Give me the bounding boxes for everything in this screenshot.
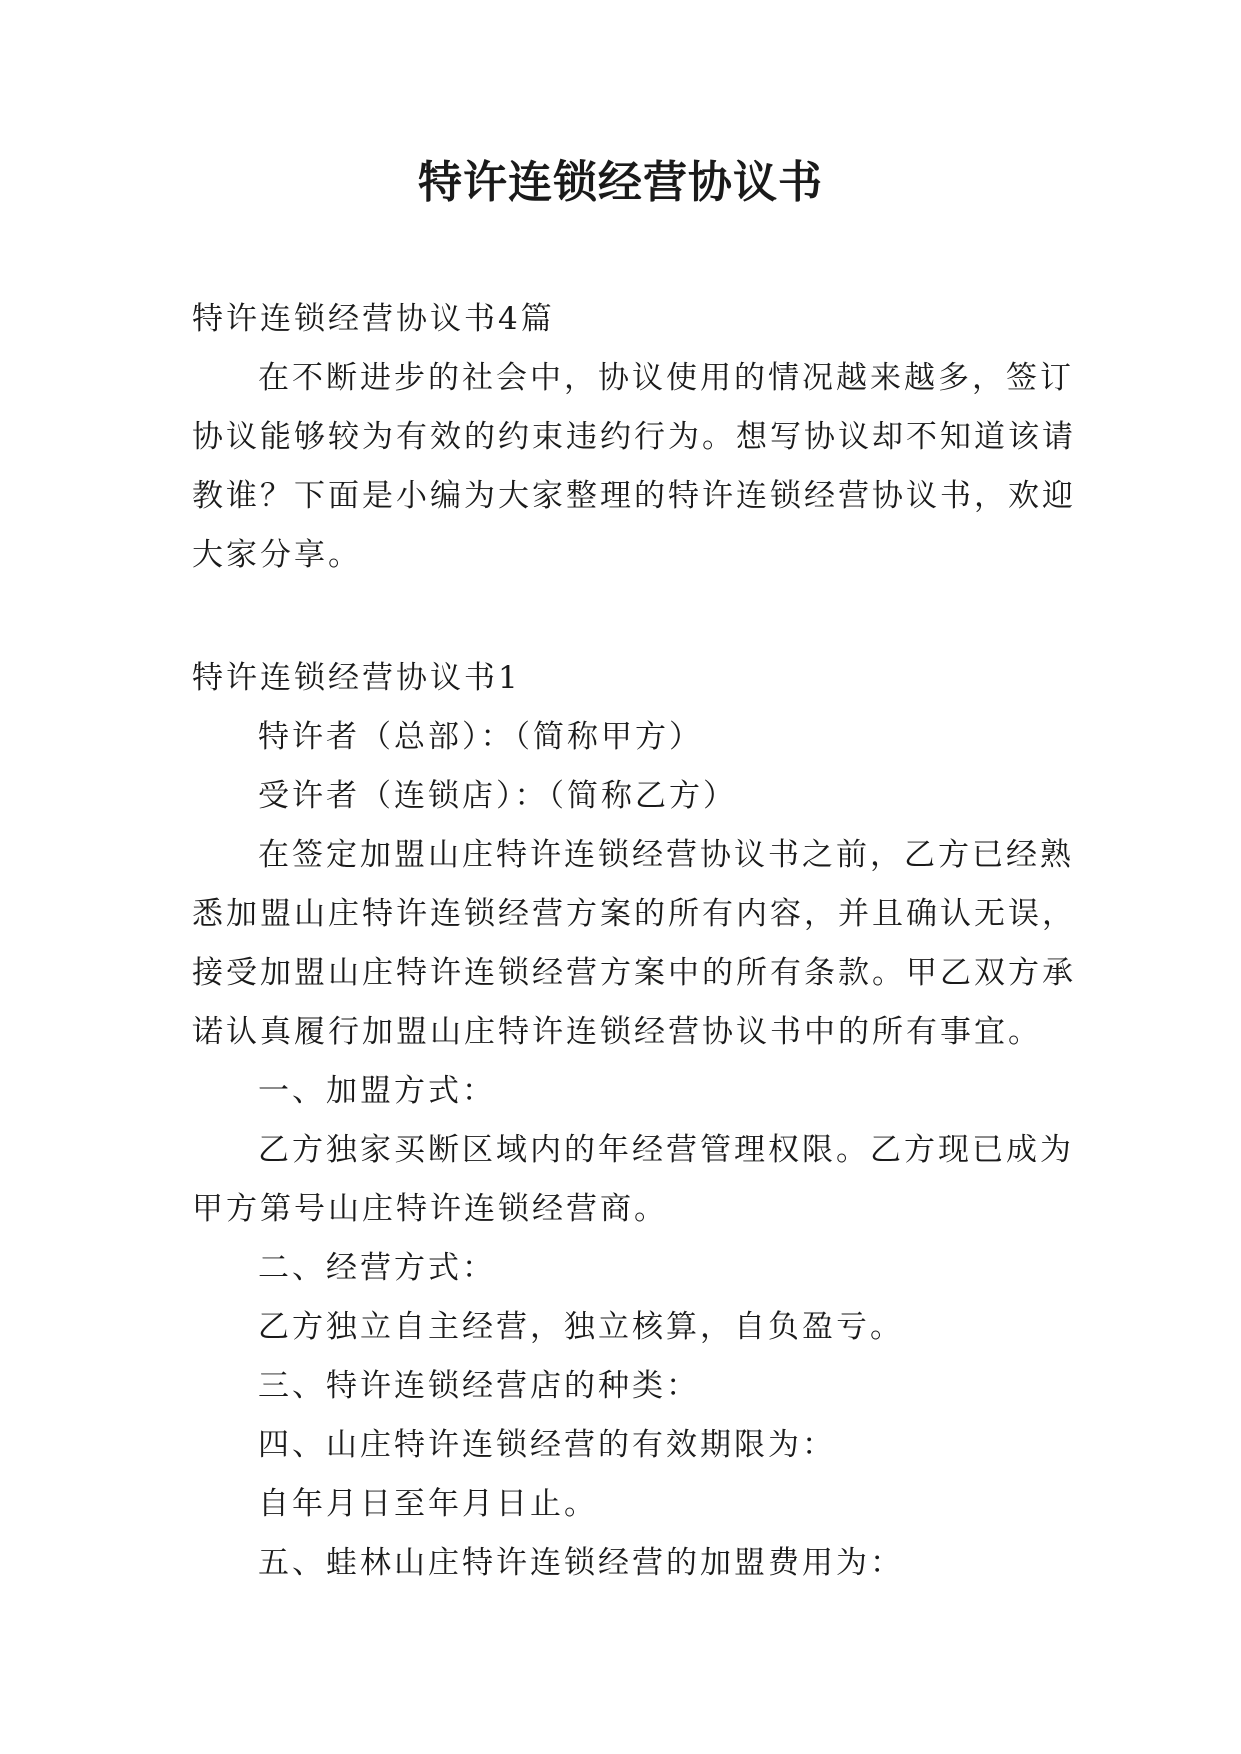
- clause-title: 四、山庄特许连锁经营的有效期限为：: [258, 1427, 836, 1463]
- clause-title: 三、特许连锁经营店的种类：: [258, 1368, 700, 1404]
- franchisee-line: 受许者（连锁店）：（简称乙方）: [258, 778, 737, 814]
- clause-body-line: 乙方独家买断区域内的年经营管理权限。乙方现已成为: [258, 1132, 1074, 1168]
- preamble-line: 悉加盟山庄特许连锁经营方案的所有内容，并且确认无误，: [192, 896, 1076, 932]
- clause-title: 一、加盟方式：: [258, 1073, 496, 1109]
- clause-title: 二、经营方式：: [258, 1250, 496, 1286]
- document-body: [192, 290, 1076, 1593]
- clause-title: 五、蛙林山庄特许连锁经营的加盟费用为：: [258, 1545, 904, 1581]
- intro-line: 教谁？下面是小编为大家整理的特许连锁经营协议书，欢迎: [192, 478, 1076, 514]
- paragraph-gap: [192, 585, 1052, 649]
- clause-body-line: 自年月日至年月日止。: [258, 1486, 598, 1522]
- clause-body-line: 乙方独立自主经营，独立核算，自负盈亏。: [258, 1309, 904, 1345]
- intro-line: 大家分享。: [192, 537, 362, 573]
- intro-line: 在不断进步的社会中，协议使用的情况越来越多，签订: [258, 360, 1074, 396]
- section-heading: 特许连锁经营协议书1: [192, 660, 521, 696]
- preamble-line: 在签定加盟山庄特许连锁经营协议书之前，乙方已经熟: [258, 837, 1074, 873]
- preamble-line: 诺认真履行加盟山庄特许连锁经营协议书中的所有事宜。: [192, 1014, 1042, 1050]
- document-title: 特许连锁经营协议书: [418, 157, 823, 208]
- subtitle: 特许连锁经营协议书4篇: [192, 301, 555, 337]
- intro-line: 协议能够较为有效的约束违约行为。想写协议却不知道该请: [192, 419, 1076, 455]
- clause-body-line: 甲方第号山庄特许连锁经营商。: [192, 1191, 668, 1227]
- preamble-line: 接受加盟山庄特许连锁经营方案中的所有条款。甲乙双方承: [192, 955, 1076, 991]
- franchisor-line: 特许者（总部）：（简称甲方）: [258, 719, 703, 755]
